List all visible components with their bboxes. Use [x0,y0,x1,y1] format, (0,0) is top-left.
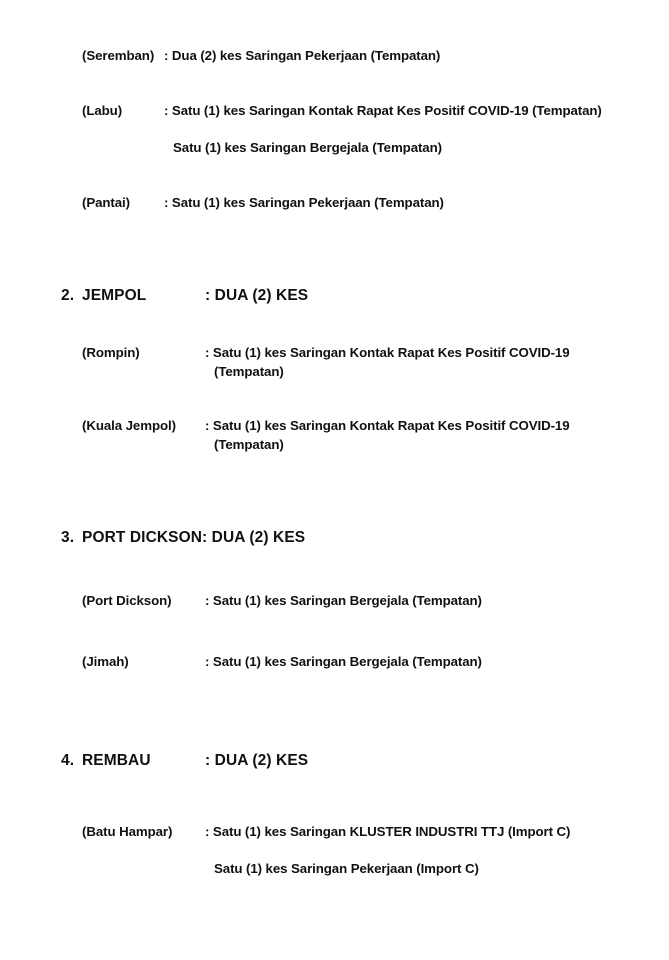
section-number: 2. [61,287,75,304]
section-number: 3. [61,529,75,546]
detail-labu: : Satu (1) kes Saringan Kontak Rapat Kes Positif COVID-19 (Tempatan) [164,103,602,118]
district-total: : DUA (2) KES [202,529,306,546]
district-heading: PORT DICKSON [82,529,203,546]
district-heading: JEMPOL [82,287,147,304]
detail-jimah: : Satu (1) kes Saringan Bergejala (Tempatan) [205,654,482,669]
section-number: 4. [61,752,75,769]
place-pantai: (Pantai) [82,195,130,210]
place-seremban: (Seremban) [82,48,155,63]
place-rompin: (Rompin) [82,345,140,360]
place-batu-hampar: (Batu Hampar) [82,824,173,839]
district-total: : DUA (2) KES [205,287,309,304]
place-kuala-jempol: (Kuala Jempol) [82,418,176,433]
detail-labu-2: Satu (1) kes Saringan Bergejala (Tempatan) [173,140,442,155]
detail-kuala-jempol-2: (Tempatan) [214,437,284,452]
detail-rompin: : Satu (1) kes Saringan Kontak Rapat Kes Positif COVID-19 [205,345,570,360]
district-total: : DUA (2) KES [205,752,309,769]
place-port-dickson: (Port Dickson) [82,593,172,608]
place-jimah: (Jimah) [82,654,129,669]
detail-batu-hampar: : Satu (1) kes Saringan KLUSTER INDUSTRI TTJ (Import C) [205,824,571,839]
detail-batu-hampar-2: Satu (1) kes Saringan Pekerjaan (Import C) [214,861,479,876]
district-heading: REMBAU [82,752,151,769]
place-labu: (Labu) [82,103,123,118]
detail-seremban: : Dua (2) kes Saringan Pekerjaan (Tempatan) [164,48,441,63]
detail-pantai: : Satu (1) kes Saringan Pekerjaan (Tempatan) [164,195,444,210]
detail-rompin-2: (Tempatan) [214,364,284,379]
detail-kuala-jempol: : Satu (1) kes Saringan Kontak Rapat Kes Positif COVID-19 [205,418,570,433]
detail-port-dickson: : Satu (1) kes Saringan Bergejala (Tempatan) [205,593,482,608]
